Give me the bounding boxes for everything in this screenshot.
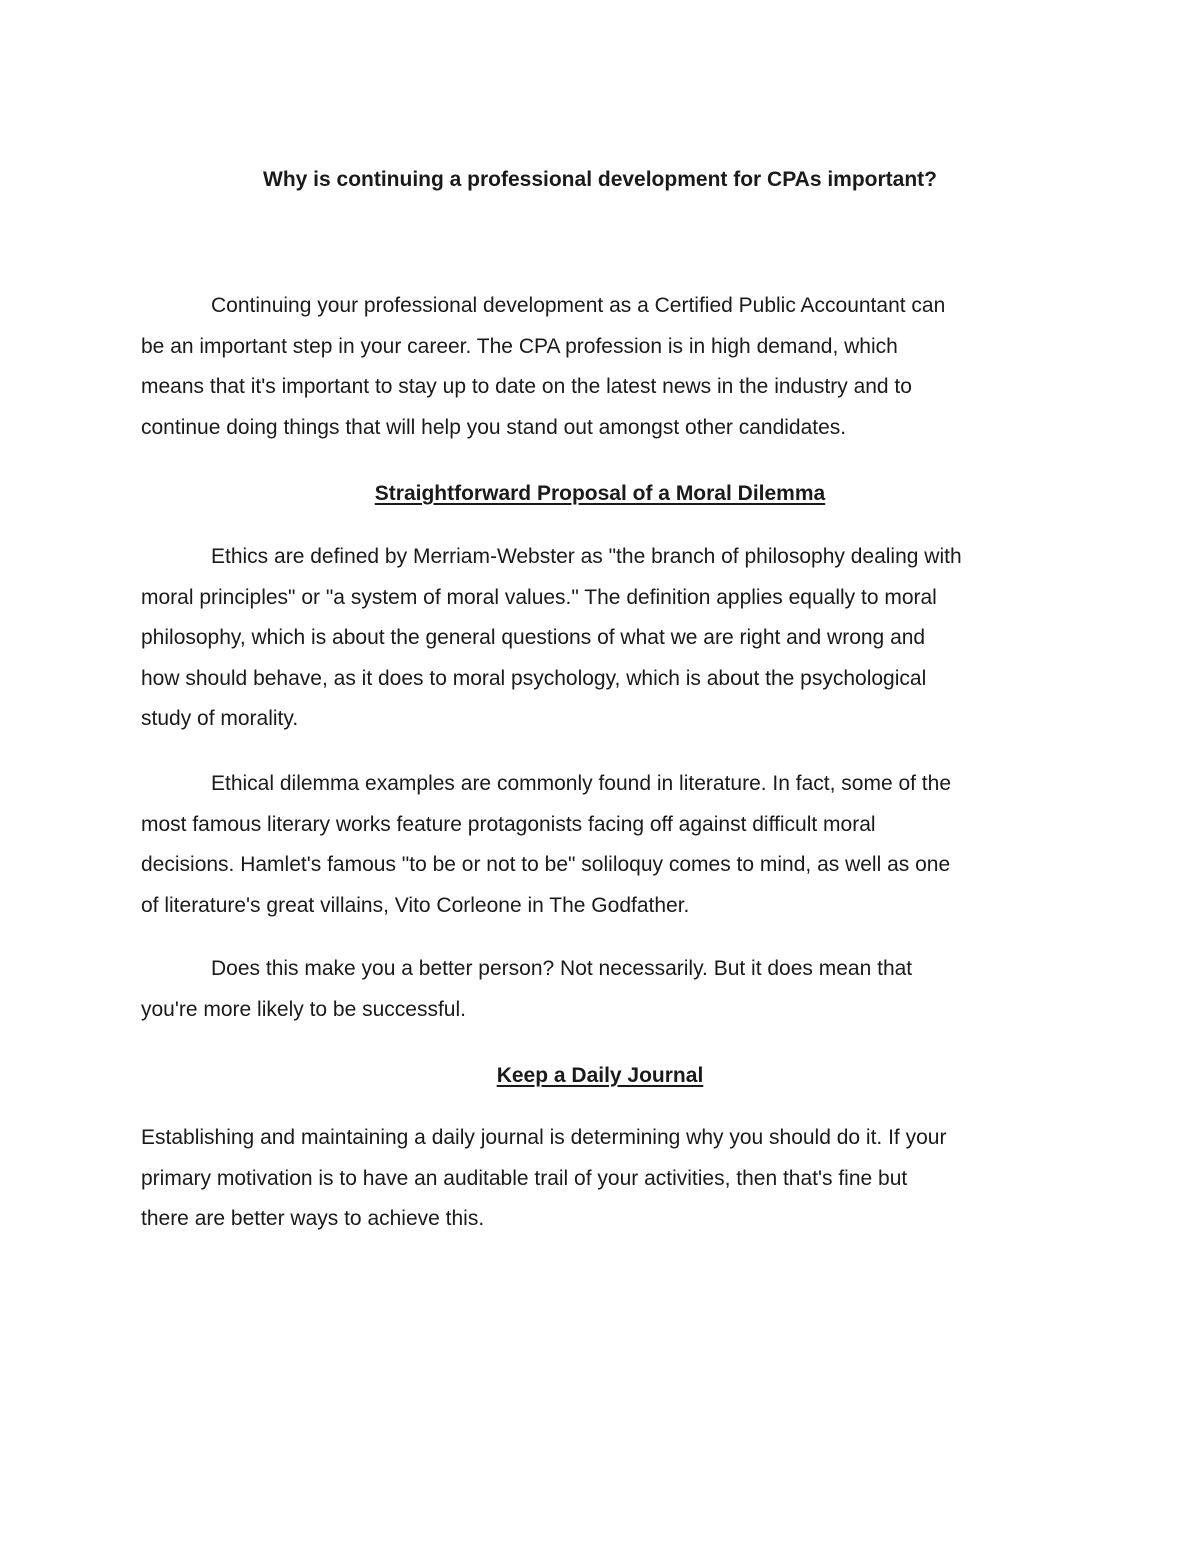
paragraph-line: Ethical dilemma examples are commonly found in literature. In fact, some of the	[211, 772, 952, 795]
paragraph-line: decisions. Hamlet's famous "to be or not to be" soliloquy comes to mind, as well as one	[141, 853, 951, 876]
paragraph-line: moral principles" or "a system of moral values." The definition applies equally to moral	[141, 585, 937, 609]
paragraph-line: Ethics are defined by Merriam-Webster as "the branch of philosophy dealing with	[211, 545, 962, 568]
paragraph-line: be an important step in your career. The CPA profession is in high demand, which	[141, 334, 898, 358]
paragraph-line: means that it's important to stay up to date on the latest news in the industry and to	[141, 375, 912, 398]
paragraph-line: primary motivation is to have an auditable trail of your activities, then that's fine but	[141, 1166, 908, 1190]
paragraph-better-person	[141, 949, 1061, 1030]
paragraph-line: Does this make you a better person? Not necessarily. But it does mean that	[211, 957, 913, 980]
section-heading-daily-journal: Keep a Daily Journal	[496, 1064, 704, 1087]
paragraph-line: there are better ways to achieve this.	[141, 1207, 485, 1230]
document-title: Why is continuing a professional development for CPAs important?	[263, 168, 937, 191]
paragraph-ethics	[141, 537, 1061, 740]
paragraph-line: how should behave, as it does to moral psychology, which is about the psychological	[141, 666, 927, 690]
paragraph-literature	[141, 764, 1061, 926]
paragraph-line: philosophy, which is about the general questions of what we are right and wrong and	[141, 626, 926, 649]
paragraph-line: of literature's great villains, Vito Corleone in The Godfather.	[141, 893, 690, 917]
paragraph-journal	[141, 1118, 1061, 1240]
paragraph-line: Continuing your professional development as a Certified Public Accountant can	[211, 294, 946, 317]
paragraph-intro	[141, 286, 1061, 448]
paragraph-line: study of morality.	[141, 707, 299, 730]
paragraph-line: you're more likely to be successful.	[141, 997, 466, 1021]
paragraph-line: Establishing and maintaining a daily journal is determining why you should do it. If your	[141, 1126, 947, 1149]
paragraph-line: most famous literary works feature protagonists facing off against difficult moral	[141, 812, 876, 836]
paragraph-line: continue doing things that will help you stand out amongst other candidates.	[141, 415, 847, 439]
section-heading-moral-dilemma: Straightforward Proposal of a Moral Dilemma	[374, 482, 826, 505]
